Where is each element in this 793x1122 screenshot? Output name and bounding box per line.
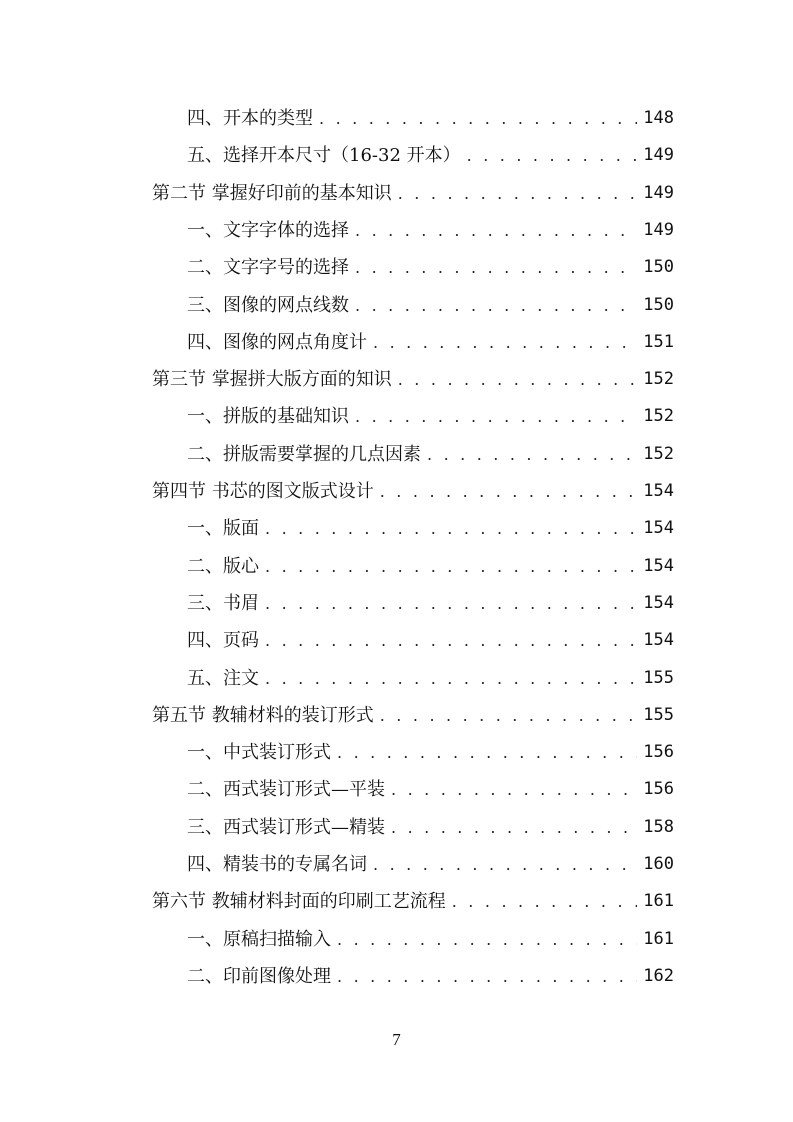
toc-subsection-entry[interactable] [187,660,674,697]
toc-subsection-entry[interactable] [187,510,674,547]
toc-section-entry[interactable] [152,697,674,734]
toc-entry-title: 第五节 教辅材料的装订形式 [152,704,374,726]
toc-section-entry[interactable] [152,361,674,398]
toc-section-entry[interactable] [152,883,674,920]
toc-section-entry[interactable] [152,473,674,510]
toc-entry-title: 三、图像的网点线数 [187,294,349,316]
toc-entry-title: 五、选择开本尺寸（16-32 开本） [187,145,461,167]
toc-entry-page: 148 [643,108,674,128]
toc-entry-page: 160 [643,854,674,874]
toc-entry-page: 156 [643,779,674,800]
toc-entry-title: 二、文字字号的选择 [187,257,349,279]
toc-entry-title: 一、拼版的基础知识 [187,406,349,428]
toc-subsection-entry[interactable] [187,771,674,808]
toc-subsection-entry[interactable] [187,846,674,883]
toc-entry-title: 一、版面 [187,518,259,540]
toc-entry-title: 四、图像的网点角度计 [187,331,367,353]
toc-subsection-entry[interactable] [187,548,674,585]
toc-subsection-entry[interactable] [187,809,674,846]
toc-entry-title: 第四节 书芯的图文版式设计 [152,481,374,502]
toc-entry-title: 第二节 掌握好印前的基本知识 [152,182,392,204]
toc-entry-page: 152 [643,443,674,464]
toc-entry-title: 一、文字字体的选择 [187,219,349,241]
dot-leader [391,771,637,808]
dot-leader [265,660,637,697]
toc-entry-page: 151 [643,331,674,352]
toc-subsection-entry[interactable] [187,958,674,995]
toc-entry-title: 第三节 掌握拼大版方面的知识 [152,369,392,391]
dot-leader [467,137,638,174]
toc-entry-page: 152 [643,369,674,390]
dot-leader [373,846,637,883]
toc-entry-page: 155 [643,667,674,688]
toc-entry-page: 150 [643,257,674,278]
dot-leader [380,697,638,734]
toc-entry-title: 五、注文 [187,667,259,689]
toc-subsection-entry[interactable] [187,622,674,659]
dot-leader [391,809,637,846]
toc-subsection-entry[interactable] [187,436,674,473]
toc-entry-page: 158 [643,816,674,837]
toc-entry-page: 154 [643,518,674,539]
toc-entry-page: 149 [643,182,674,203]
dot-leader [355,249,637,286]
dot-leader [265,585,637,622]
toc-subsection-entry[interactable] [187,734,674,771]
toc-entry-title: 三、书眉 [187,592,259,614]
dot-leader [355,212,637,249]
toc-entry-title: 二、西式装订形式—平装 [187,779,385,801]
toc-entry-title: 四、开本的类型 [187,108,313,129]
toc-subsection-entry[interactable] [187,921,674,958]
dot-leader [355,398,637,435]
dot-leader [265,622,637,659]
toc-entry-page: 161 [643,891,674,912]
dot-leader [319,100,637,137]
dot-leader [452,883,638,920]
toc-entry-title: 一、中式装订形式 [187,742,331,764]
dot-leader [373,324,637,361]
dot-leader [398,361,638,398]
toc-subsection-entry[interactable] [187,398,674,435]
dot-leader [265,548,637,585]
toc-entry-title: 二、版心 [187,555,259,577]
dot-leader [337,958,637,995]
toc-entry-title: 二、印前图像处理 [187,965,331,987]
dot-leader [398,175,638,212]
toc-subsection-entry[interactable] [187,212,674,249]
toc-subsection-entry[interactable] [187,324,674,361]
toc-entry-title: 四、精装书的专属名词 [187,854,367,875]
toc-subsection-entry[interactable] [187,585,674,622]
toc-entry-page: 155 [643,704,674,725]
toc-entry-page: 154 [643,592,674,613]
dot-leader [337,921,637,958]
toc-entry-title: 三、西式装订形式—精装 [187,816,385,838]
dot-leader [337,734,637,771]
toc-entry-title: 二、拼版需要掌握的几点因素 [187,443,421,465]
toc-entry-title: 一、原稿扫描输入 [187,928,331,950]
toc-entry-page: 149 [643,219,674,240]
toc-entry-title: 第六节 教辅材料封面的印刷工艺流程 [152,891,446,913]
toc-entry-page: 149 [643,145,674,166]
dot-leader [380,473,638,510]
toc-entry-page: 152 [643,406,674,427]
toc-entry-page: 150 [643,294,674,315]
toc-subsection-entry[interactable] [187,100,674,137]
toc-section-entry[interactable] [152,175,674,212]
toc-subsection-entry[interactable] [187,249,674,286]
toc-subsection-entry[interactable] [187,137,674,174]
toc-entry-page: 154 [643,481,674,501]
dot-leader [355,287,637,324]
toc-entry-page: 161 [643,928,674,949]
toc-entry-title: 四、页码 [187,630,259,652]
toc-entry-page: 154 [643,555,674,576]
dot-leader [265,510,637,547]
page-number: 7 [392,1030,401,1049]
toc-entry-page: 154 [643,630,674,651]
dot-leader [427,436,637,473]
toc-subsection-entry[interactable] [187,287,674,324]
toc-entry-page: 156 [643,742,674,763]
toc-entry-page: 162 [643,965,674,986]
